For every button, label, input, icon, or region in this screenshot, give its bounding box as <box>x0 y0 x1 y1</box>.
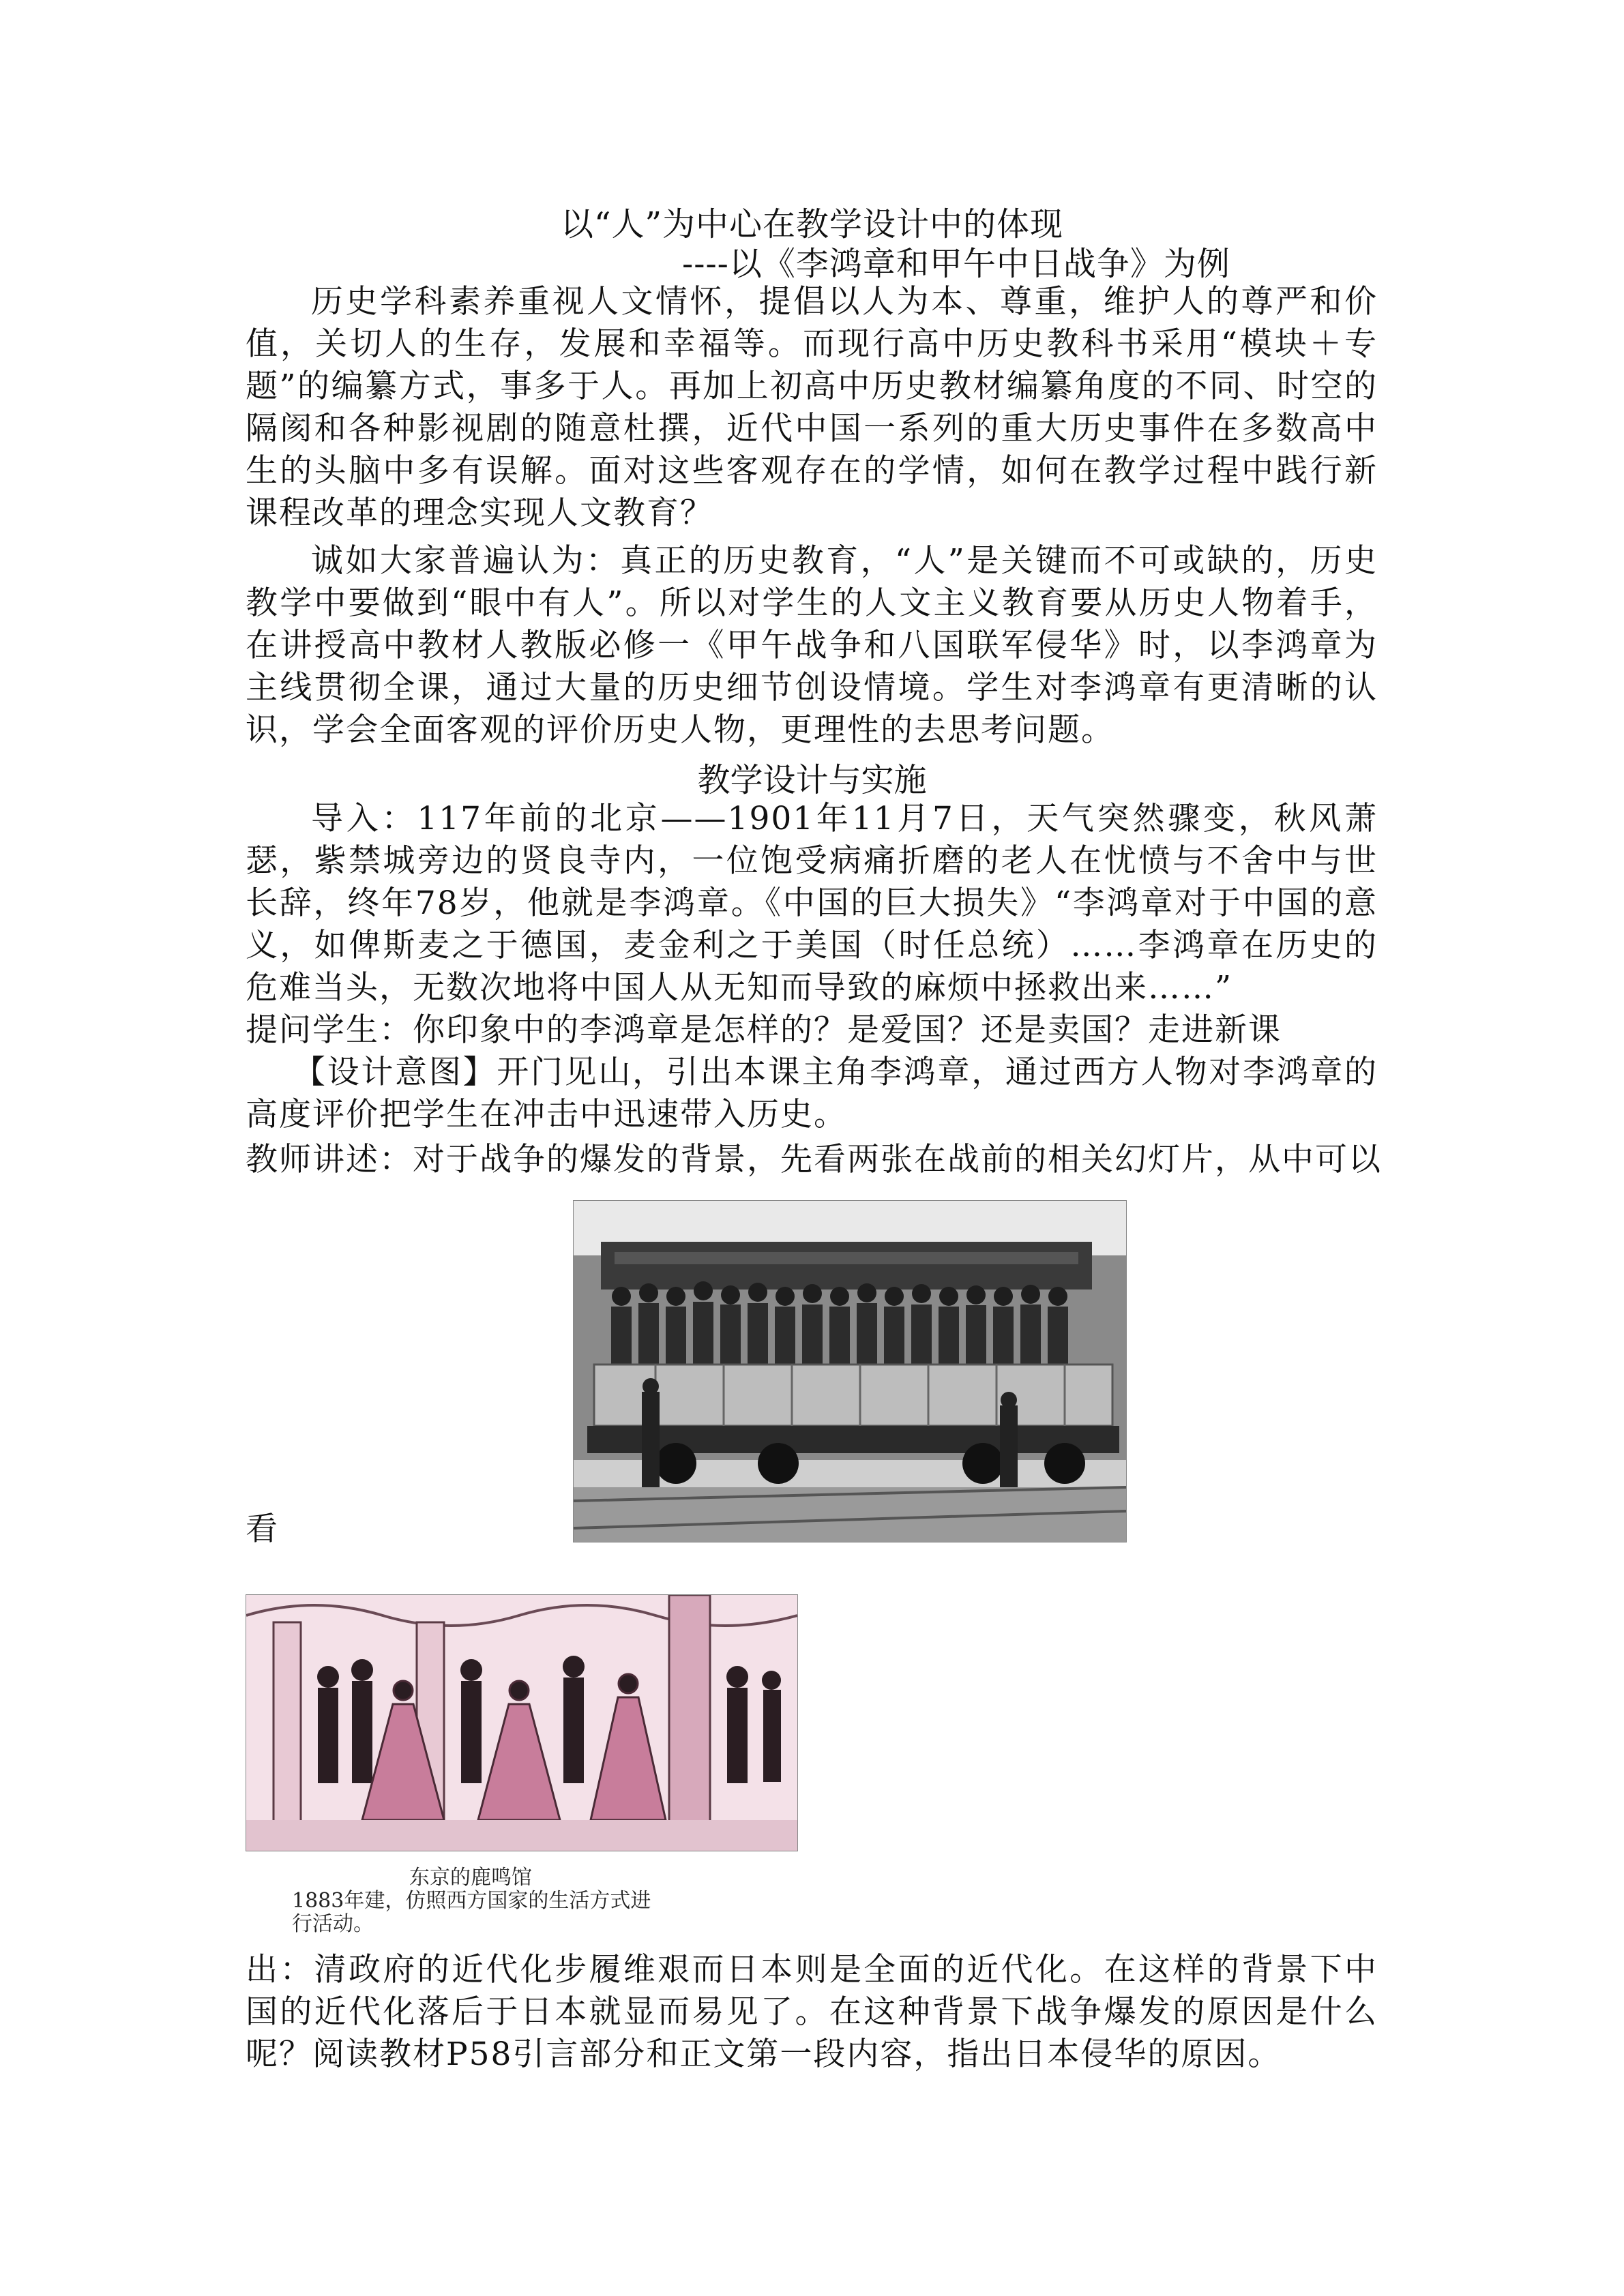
document-subtitle: ----以《李鸿章和甲午中日战争》为例 <box>682 245 1230 283</box>
document-title: 以“人”为中心在教学设计中的体现 <box>560 205 1064 243</box>
figure-caption-body-1: 1883年建，仿照西方国家的生活方式进 <box>292 1889 651 1913</box>
intro-paragraph-1: 历史学科素养重视人文情怀，提倡以人为本、尊重，维护人的尊严和价值，关切人的生存，发展和幸福等。而现行高中历史教科书采用“模块＋专题”的编纂方式，事多于人。再加上初高中历史教材编纂角度的不同、时空的隔阂和各种影视剧的随意杜撰，近代中国一系列的重大历史事件在多数高中生的头脑中多有误解。面对这些客观存在的学情，如何在教学过程中践行新课程改革的理念实现人文教育？ <box>246 283 1378 532</box>
intro-paragraph-2: 诚如大家普遍认为：真正的历史教育，“人”是关键而不可或缺的，历史教学中要做到“眼中有人”。所以对学生的人文主义教育要从历史人物着手，在讲授高中教材人教版必修一《甲午战争和八国联军侵华》时，以李鸿章为主线贯彻全课，通过大量的历史细节创设情境。学生对李鸿章有更清晰的认识，学会全面客观的评价历史人物，更理性的去思考问题。 <box>246 542 1378 749</box>
teacher-narration-line: 教师讲述：对于战争的爆发的背景，先看两张在战前的相关幻灯片，从中可以 <box>246 1141 1382 1178</box>
lead-in-paragraph: 导入：117年前的北京——1901年11月7日，天气突然骤变，秋风萧瑟，紫禁城旁边的贤良寺内，一位饱受病痛折磨的老人在忧愤与不舍中与世长辞，终年78岁，他就是李鸿章。《中国的巨大损失》“李鸿章对于中国的意义，如俾斯麦之于德国，麦金利之于美国（时任总统）……李鸿章在历史的危难当头，无数次地将中国人从无知而导致的麻烦中拯救出来……” <box>246 800 1378 1007</box>
continued-text-kan: 看 <box>246 1510 279 1548</box>
railway-photo <box>573 1200 1127 1542</box>
rokumeikan-illustration <box>246 1594 798 1851</box>
section-heading: 教学设计与实施 <box>697 761 927 799</box>
design-intent-paragraph: 【设计意图】开门见山，引出本课主角李鸿章，通过西方人物对李鸿章的高度评价把学生在冲击中迅速带入历史。 <box>246 1054 1378 1133</box>
closing-paragraph: 出：清政府的近代化步履维艰而日本则是全面的近代化。在这样的背景下中国的近代化落后于日本就显而易见了。在这种背景下战争爆发的原因是什么呢？阅读教材P58引言部分和正文第一段内容，指出日本侵华的原因。 <box>246 1951 1378 2073</box>
figure-caption-title: 东京的鹿鸣馆 <box>409 1866 532 1890</box>
figure-caption-body-2: 行活动。 <box>292 1912 374 1936</box>
question-line: 提问学生：你印象中的李鸿章是怎样的？是爱国？还是卖国？走进新课 <box>246 1011 1282 1049</box>
